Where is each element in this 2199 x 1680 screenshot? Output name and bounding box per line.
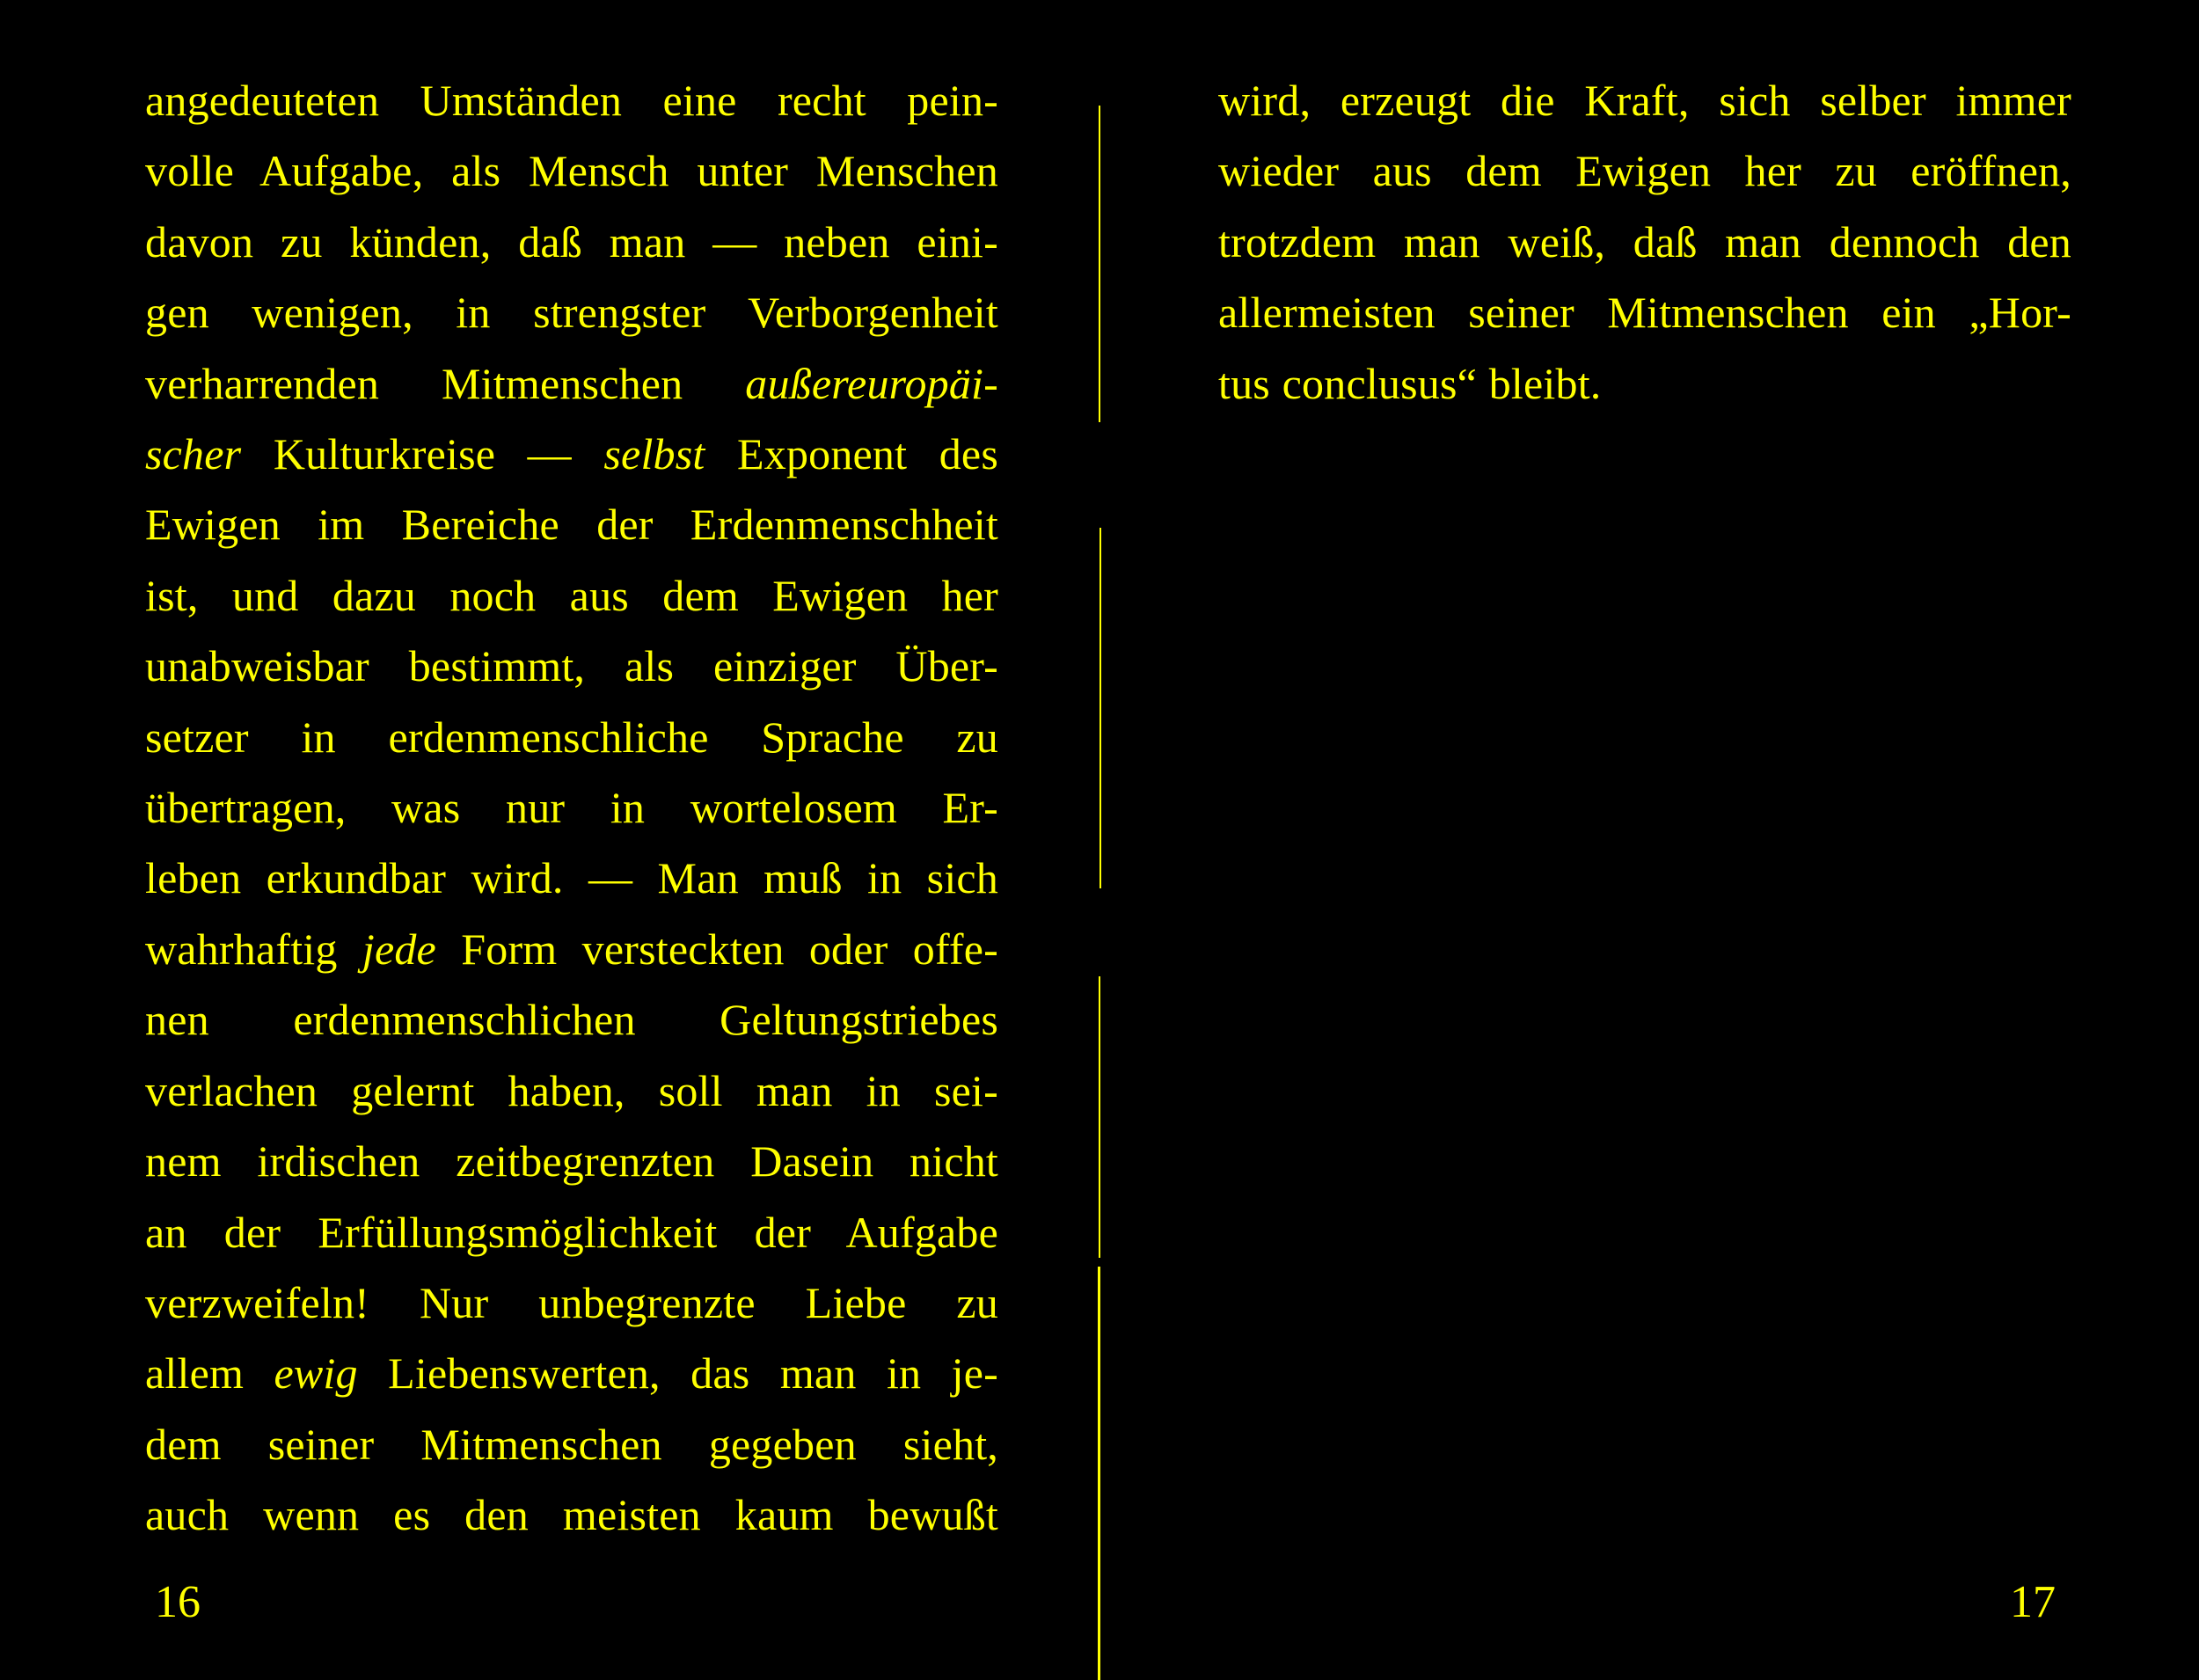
text-line (145, 207, 998, 277)
text-line (145, 1267, 998, 1338)
text-line (145, 631, 998, 701)
text-line (145, 1479, 998, 1550)
text-run: übertragen, was nur in wortelosem Er- (145, 783, 998, 833)
right-page-text (1218, 65, 2071, 419)
text-run: Ewigen im Bereiche der Erdenmenschheit (145, 500, 998, 550)
text-run: dem seiner Mitmenschen gegeben sieht, (145, 1419, 998, 1469)
text-run: an der Erfüllungsmöglichkeit der Aufgabe (145, 1207, 998, 1257)
page-number-left: 16 (155, 1577, 201, 1627)
text-run: Exponent des (705, 429, 998, 479)
text-run: unabweisbar bestimmt, als einziger Über- (145, 641, 998, 691)
right-page (1104, 0, 2199, 1680)
text-line (145, 135, 998, 206)
left-page-text (145, 65, 998, 1551)
text-line (1218, 348, 2071, 419)
text-run: leben erkundbar wird. — Man muß in sich (145, 853, 998, 903)
text-run: verzweifeln! Nur unbegrenzte Liebe zu (145, 1277, 998, 1327)
text-line (145, 914, 998, 984)
text-line (145, 1055, 998, 1126)
text-run: Form versteckten oder offe- (435, 924, 998, 974)
text-line (1218, 207, 2071, 277)
text-run: allem (145, 1348, 274, 1399)
text-line (1218, 65, 2071, 135)
text-line (145, 1126, 998, 1196)
text-line (145, 65, 998, 135)
text-run: Liebenswerten, das man in je- (357, 1348, 998, 1399)
text-line (145, 348, 998, 419)
italic-text: jede (362, 924, 436, 974)
text-run: angedeuteten Umständen eine recht pein- (145, 76, 998, 125)
text-line (1218, 277, 2071, 347)
text-line (145, 489, 998, 559)
text-run: wahrhaftig (145, 924, 362, 974)
text-line (145, 560, 998, 631)
text-run: ist, und dazu noch aus dem Ewigen her (145, 570, 998, 620)
text-run: volle Aufgabe, als Mensch unter Menschen (145, 146, 998, 196)
text-run: setzer in erdenmenschliche Sprache zu (145, 712, 998, 762)
text-line (1218, 135, 2071, 206)
text-line (145, 702, 998, 772)
text-line (145, 277, 998, 347)
text-run: nem irdischen zeitbegrenzten Dasein nicht (145, 1136, 998, 1187)
text-run: davon zu künden, daß man — neben eini- (145, 216, 998, 267)
text-line (145, 1197, 998, 1267)
left-page (0, 0, 1095, 1680)
text-run: trotzdem man weiß, daß man dennoch den (1218, 216, 2071, 267)
italic-text: außereuropäi- (745, 358, 998, 408)
text-line (145, 419, 998, 489)
text-run: allermeisten seiner Mitmenschen ein „Hor- (1218, 288, 2071, 338)
italic-text: scher (145, 429, 242, 479)
text-line (145, 984, 998, 1055)
text-run: auch wenn es den meisten kaum bewußt (145, 1490, 998, 1540)
text-run: tus conclusus“ bleibt. (1218, 358, 1602, 408)
text-run: verharrenden Mitmenschen (145, 358, 746, 408)
text-run: nen erdenmenschlichen Geltungstriebes (145, 995, 998, 1045)
text-line (145, 1409, 998, 1479)
text-run: verlachen gelernt haben, soll man in sei- (145, 1065, 998, 1115)
text-run: Kulturkreise — (241, 429, 604, 479)
text-run: wieder aus dem Ewigen her zu eröffnen, (1218, 146, 2071, 196)
text-line (145, 1338, 998, 1408)
page-number-right: 17 (2010, 1577, 2056, 1627)
text-run: gen wenigen, in strengster Verborgenheit (145, 288, 998, 338)
text-line (145, 772, 998, 843)
italic-text: selbst (603, 429, 705, 479)
text-line (145, 843, 998, 913)
italic-text: ewig (274, 1348, 358, 1399)
text-run: wird, erzeugt die Kraft, sich selber immer (1218, 76, 2071, 125)
